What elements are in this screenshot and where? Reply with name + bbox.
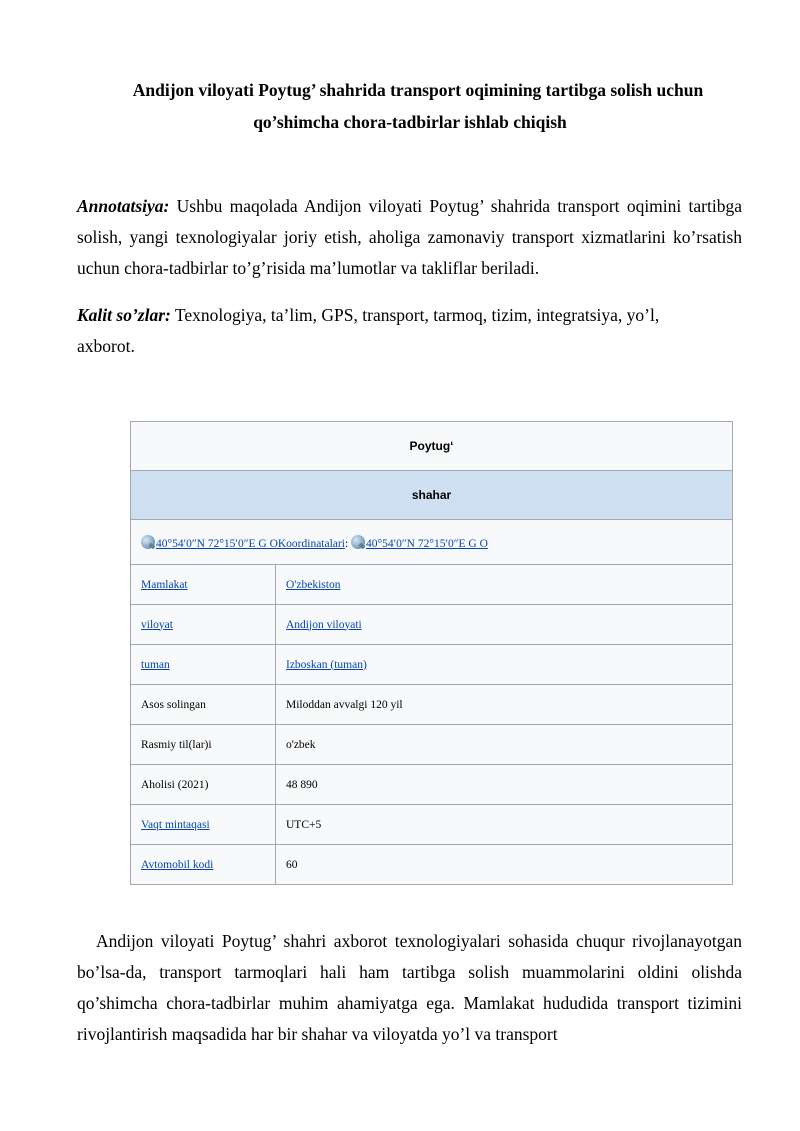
globe-icon[interactable] (141, 535, 155, 549)
infobox-type: shahar (131, 471, 733, 520)
globe-icon[interactable] (351, 535, 365, 549)
article-title-line-2: qo’shimcha chora-tadbirlar ishlab chiqish (253, 112, 567, 132)
official-language-value: o'zbek (276, 725, 733, 765)
population-key: Aholisi (2021) (131, 765, 276, 805)
annotation-text: Ushbu maqolada Andijon viloyati Poytug’ shahrida transport oqimini tartibga solish, yangi texnologiyalar joriy etish, aholiga zamonaviy transport xizmatlarini ko’rsatish uchun chora-tadbirlar to’g’risida ma’lumotlar va takliflar beriladi. (77, 196, 742, 278)
infobox-row (131, 685, 733, 725)
infobox-value-cell (276, 565, 733, 605)
coordinates-link-2[interactable]: 40°54′0″N 72°15′0″E G O (366, 537, 488, 550)
region-key-link[interactable]: viloyat (141, 618, 173, 631)
infobox-coordinates-cell (131, 520, 733, 565)
timezone-value: UTC+5 (276, 805, 733, 845)
infobox-row (131, 845, 733, 885)
infobox-row (131, 645, 733, 685)
infobox-key-cell (131, 845, 276, 885)
region-value-link[interactable]: Andijon viloyati (286, 618, 362, 631)
coordinates-separator: : (344, 537, 352, 550)
coordinates-label-link[interactable]: Koordinatalari (277, 537, 345, 550)
infobox-type-row (131, 471, 733, 520)
infobox-row (131, 725, 733, 765)
infobox-key-cell (131, 645, 276, 685)
infobox-key-cell (131, 565, 276, 605)
timezone-key-link[interactable]: Vaqt mintaqasi (141, 818, 210, 831)
infobox-title-row (131, 422, 733, 471)
infobox-row (131, 605, 733, 645)
infobox-key-cell (131, 805, 276, 845)
founded-key: Asos solingan (131, 685, 276, 725)
keywords-text: Texnologiya, ta’lim, GPS, transport, tarmoq, tizim, integratsiya, yo’l, axborot. (77, 305, 660, 356)
keywords-paragraph (77, 300, 717, 362)
infobox-row (131, 565, 733, 605)
annotation-label: Annotatsiya: (77, 196, 170, 216)
official-language-key: Rasmiy til(lar)i (131, 725, 276, 765)
infobox-coordinates-row (131, 520, 733, 565)
country-value-link[interactable]: O'zbekiston (286, 578, 341, 591)
vehicle-code-key-link[interactable]: Avtomobil kodi (141, 858, 214, 871)
district-value-link[interactable]: Izboskan (tuman) (286, 658, 367, 671)
coordinates-link-1[interactable]: 40°54′0″N 72°15′0″E G O (156, 537, 278, 550)
vehicle-code-value: 60 (276, 845, 733, 885)
infobox-value-cell (276, 605, 733, 645)
founded-value: Miloddan avvalgi 120 yil (276, 685, 733, 725)
infobox-value-cell (276, 645, 733, 685)
annotation-paragraph (77, 191, 742, 284)
population-value: 48 890 (276, 765, 733, 805)
infobox-key-cell (131, 605, 276, 645)
infobox-row (131, 805, 733, 845)
keywords-label: Kalit so’zlar: (77, 305, 171, 325)
infobox-title: Poytug‘ (131, 422, 733, 471)
infobox-table (130, 421, 733, 885)
body-paragraph: Andijon viloyati Poytug’ shahri axborot texnologiyalari sohasida chuqur rivojlanayotgan bo’lsa-da, transport tarmoqlari hali ham tartibga solish muammolarini oldini olishda qo’shimcha chora-tadbirlar muhim ahamiyatga ega. Mamlakat hududida transport tizimini rivojlantirish maqsadida har bir shahar va viloyatda yo’l va transport (77, 931, 742, 1044)
article-title-line-1: Andijon viloyati Poytug’ shahrida transport oqimining tartibga solish uchun (132, 80, 704, 100)
article-title (77, 74, 743, 138)
country-key-link[interactable]: Mamlakat (141, 578, 188, 591)
district-key-link[interactable]: tuman (141, 658, 170, 671)
infobox-row (131, 765, 733, 805)
